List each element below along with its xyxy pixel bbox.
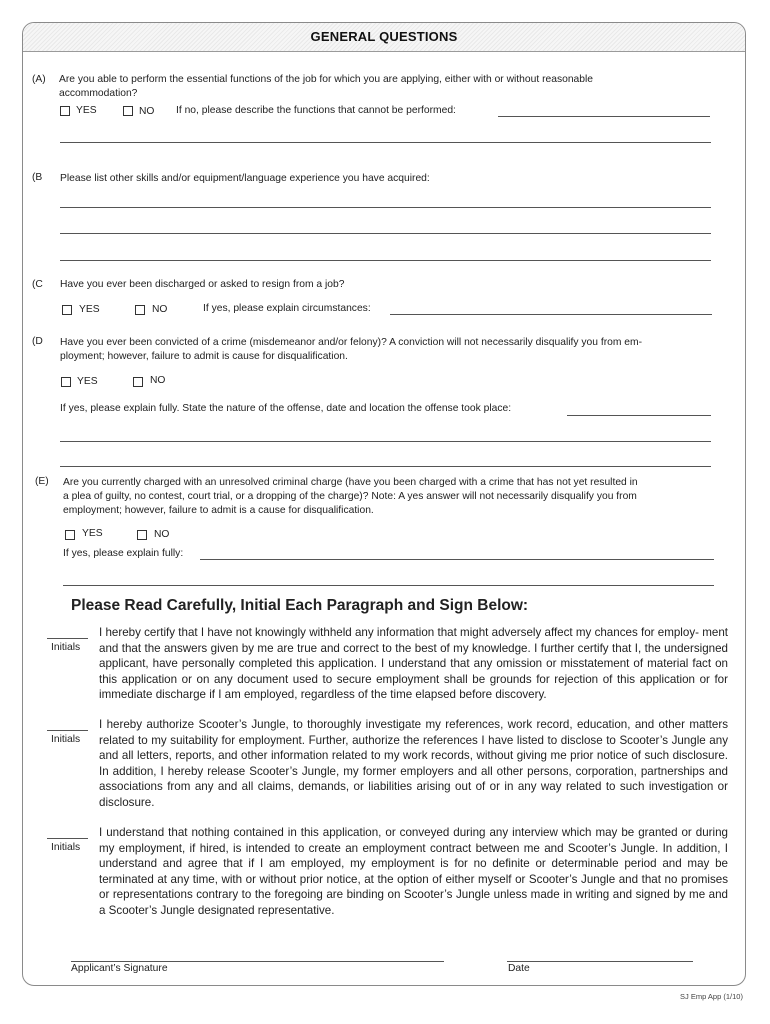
question-a-label: (A) <box>32 74 46 85</box>
question-e-text <box>63 476 723 517</box>
section-header <box>23 23 745 52</box>
question-b-answer-line-1[interactable] <box>60 207 711 208</box>
initials-label-2: Initials <box>51 734 81 745</box>
question-e-no-checkbox[interactable] <box>137 530 147 540</box>
question-d-followup: If yes, please explain fully. State the nature of the offense, date and location the offense took place: <box>60 403 512 414</box>
question-d-yes-checkbox[interactable] <box>61 377 71 387</box>
question-d-text <box>60 336 720 364</box>
question-c-no-checkbox[interactable] <box>135 305 145 315</box>
question-e-label: (E) <box>35 476 49 487</box>
question-a-no-checkbox[interactable] <box>123 106 133 116</box>
question-d-answer-line-2[interactable] <box>60 441 711 442</box>
question-b-text: Please list other skills and/or equipment/language experience you have acquired: <box>60 173 430 184</box>
question-a-yes-checkbox[interactable] <box>60 106 70 116</box>
question-d-answer-line-1[interactable] <box>567 415 711 416</box>
question-a-yes-label: YES <box>76 105 97 116</box>
question-b-answer-line-3[interactable] <box>60 260 711 261</box>
certification-paragraph-1: I hereby certify that I have not knowingly withheld any information that might adversely affect my chances for employ- ment and that the answers given by me are true and correct to the best of my knowledge. I further certify that I, the undersigned applicant, have personally completed this application. I understand that any omission or misstatement of material fact on this application or on any document used to secure employment shall be grounds for rejection of this application or for immediate discharge if I am employed, regardless of the time elapsed before discovery. <box>99 626 728 701</box>
initials-label-1: Initials <box>51 642 81 653</box>
certification-paragraph-2: I hereby authorize Scooter’s Jungle, to thoroughly investigate my references, work record, education, and other matters related to my suitability for employment. Further, authorize the references I have listed to disclose to Scooter’s Jungle any and all letters, reports, and other information related to my work records, without giving me prior notice of such disclosure. In addition, I hereby release Scooter’s Jungle, my former employers and all other persons, corporation, partnerships and associations from any and all claims, demands, or liabilities arising out of or in any way related to such investigation or disclosure. <box>99 718 728 809</box>
question-b-label: (B <box>32 172 43 183</box>
question-a-no-label: NO <box>139 106 155 117</box>
question-a-line2: accommodation? <box>59 87 138 99</box>
question-a-answer-line[interactable] <box>498 116 710 117</box>
question-d-label: (D <box>32 336 43 347</box>
question-c-no-label: NO <box>152 304 168 315</box>
question-e-line1: Are you currently charged with an unresolved criminal charge (have you been charged with a crime that has not yet resulted in <box>63 477 638 488</box>
certification-paragraph-3: I understand that nothing contained in this application, or conveyed during any interview which may be granted or during my employment, if hired, is intended to create an employment contract between me and Scooter’s Jungle. In addition, I understand and agree that if I am employed, my employment is for no definite or determinable period and may be terminated at any time, with or without prior notice, at the option of either myself or Scooter’s Jungle and that no promises or representations contrary to the foregoing are binding on Scooter’s Jungle unless made in writing and signed by me and a Scooter’s Jungle designated representative. <box>99 826 728 917</box>
question-c-answer-line[interactable] <box>390 314 712 315</box>
date-line[interactable] <box>507 961 693 962</box>
date-label: Date <box>508 963 530 974</box>
question-e-answer-line-2[interactable] <box>63 585 714 586</box>
question-c-followup: If yes, please explain circumstances: <box>203 303 371 314</box>
question-c-yes-checkbox[interactable] <box>62 305 72 315</box>
question-a-text <box>59 73 719 101</box>
question-b-answer-line-2[interactable] <box>60 233 711 234</box>
question-e-yes-checkbox[interactable] <box>65 530 75 540</box>
initials-label-3: Initials <box>51 842 81 853</box>
question-c-label: (C <box>32 279 43 290</box>
initials-line-3[interactable] <box>47 838 88 839</box>
question-e-line2: a plea of guilty, no contest, court trial, or a dropping of the charge)? Note: A yes answer will not necessarily disqualify you from <box>63 490 637 502</box>
question-e-answer-line-1[interactable] <box>200 559 714 560</box>
question-a-line1: Are you able to perform the essential functions of the job for which you are applying, either with or without reasonable <box>59 74 594 85</box>
question-d-answer-line-3[interactable] <box>60 466 711 467</box>
question-a-followup: If no, please describe the functions that cannot be performed: <box>176 105 456 116</box>
form-code: SJ Emp App (1/10) <box>680 992 743 1001</box>
question-e-line3: employment; however, failure to admit is a cause for disqualification. <box>63 504 374 516</box>
question-e-yes-label: YES <box>82 528 103 539</box>
question-e-no-label: NO <box>154 529 170 540</box>
applicant-signature-label: Applicant’s Signature <box>71 963 168 974</box>
question-c-text: Have you ever been discharged or asked to resign from a job? <box>60 279 345 290</box>
applicant-signature-line[interactable] <box>71 961 444 962</box>
question-d-no-checkbox[interactable] <box>133 377 143 387</box>
initials-line-2[interactable] <box>47 730 88 731</box>
question-d-yes-label: YES <box>77 376 98 387</box>
question-e-followup: If yes, please explain fully: <box>63 548 184 559</box>
question-d-line1: Have you ever been convicted of a crime (misdemeanor and/or felony)? A conviction will not necessarily disqualify you from em- <box>60 337 643 348</box>
question-a-answer-line-2[interactable] <box>60 142 711 143</box>
initials-line-1[interactable] <box>47 638 88 639</box>
question-c-yes-label: YES <box>79 304 100 315</box>
certification-heading: Please Read Carefully, Initial Each Paragraph and Sign Below: <box>71 597 529 614</box>
question-d-line2: ployment; however, failure to admit is cause for disqualification. <box>60 350 348 362</box>
question-d-no-label: NO <box>150 375 166 386</box>
section-title: GENERAL QUESTIONS <box>310 29 458 44</box>
